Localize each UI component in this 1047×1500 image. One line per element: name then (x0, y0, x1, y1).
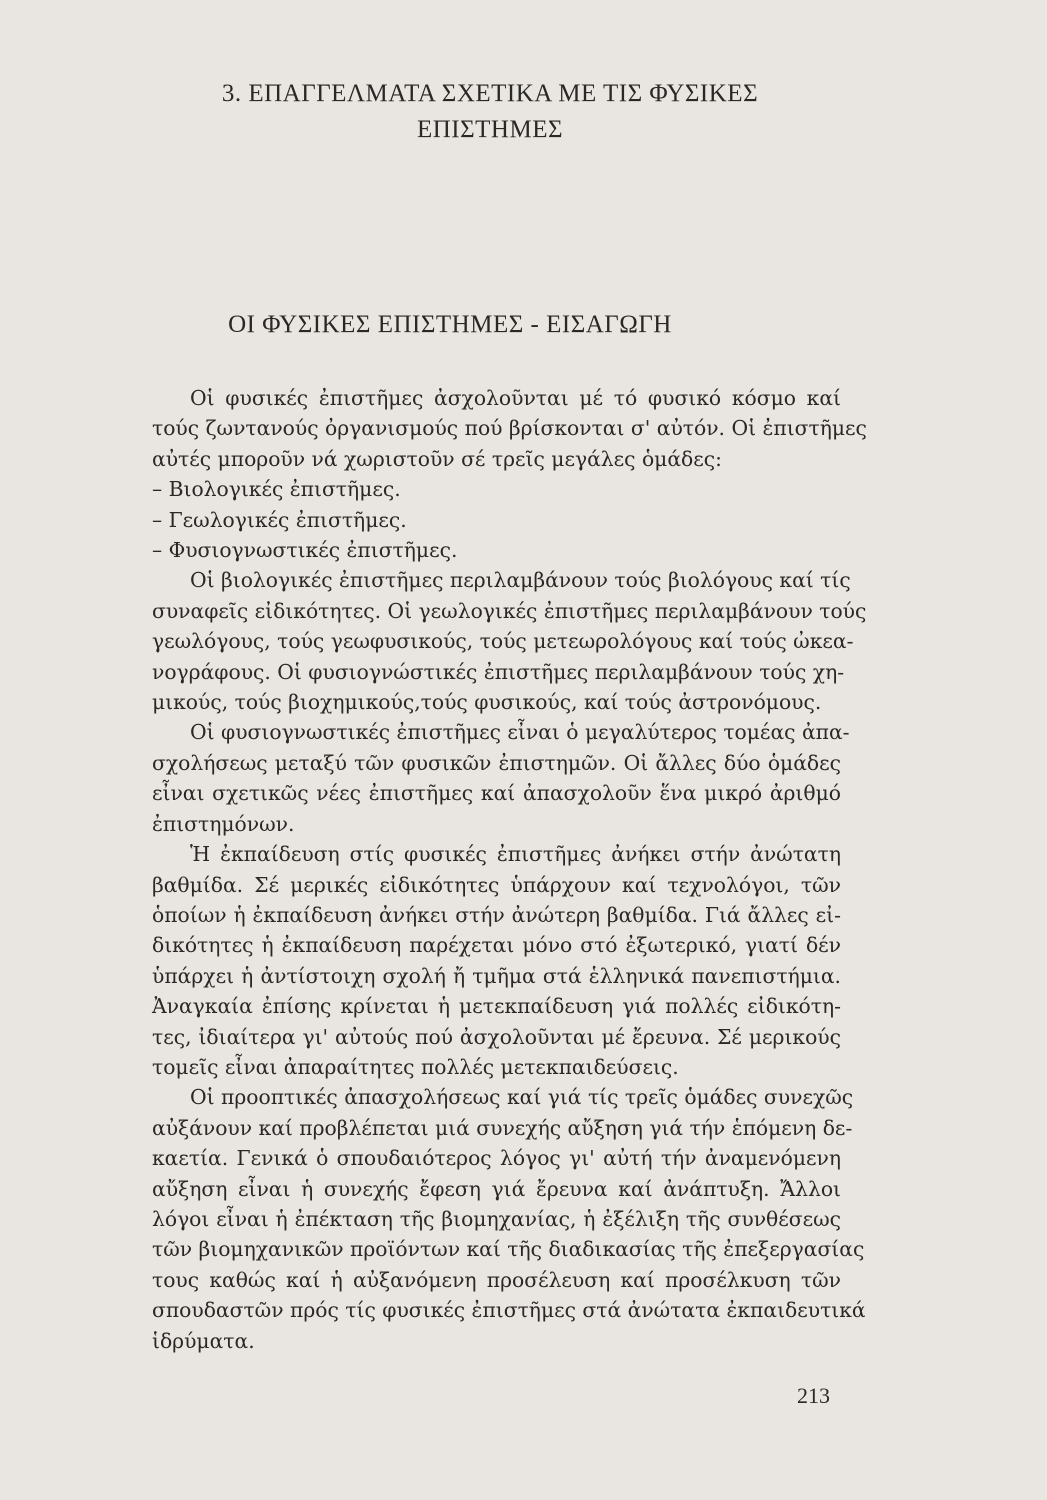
text-line: καετία. Γενικά ὁ σπουδαιότερος λόγος γι' αὐτή τήν ἀναμενόμενη (152, 1146, 841, 1171)
chapter-title-line-1: 3. ΕΠΑΓΓΕΛΜΑΤΑ ΣΧΕΤΙΚΑ ΜΕ ΤΙΣ ΦΥΣΙΚΕΣ (221, 80, 759, 107)
text-line: δικότητες ἡ ἐκπαίδευση παρέχεται μόνο στό ἐξωτερικό, γιατί δέν (152, 933, 841, 958)
text-line: βαθμίδα. Σέ μερικές εἰδικότητες ὑπάρχουν καί τεχνολόγοι, τῶν (152, 872, 841, 897)
text-line: αὐξάνουν καί προβλέπεται μιά συνεχής αὔξηση γιά τήν ἑπόμενη δε- (152, 1115, 853, 1140)
text-line: Οἱ φυσικές ἐπιστῆμες ἀσχολοῦνται μέ τό φυσικό κόσμο καί (190, 386, 841, 410)
text-line: τῶν βιομηχανικῶν προϊόντων καί τῆς διαδικασίας τῆς ἐπεξεργασίας (152, 1237, 865, 1262)
page-number: 213 (797, 1383, 830, 1408)
list-item: – Γεωλογικές ἐπιστῆμες. (152, 507, 407, 532)
body-text (152, 383, 867, 1356)
text-line: Οἱ φυσιογνωστικές ἐπιστῆμες εἶναι ὁ μεγαλύτερος τομέας ἀπα- (190, 720, 850, 745)
list-item: – Βιολογικές ἐπιστῆμες. (152, 477, 401, 502)
text-line: τομεῖς εἶναι ἀπαραίτητες πολλές μετεκπαιδεύσεις. (152, 1054, 679, 1079)
chapter-title-line-2: ΕΠΙΣΤΗΜΕΣ (416, 116, 564, 143)
text-line: μικούς, τούς βιοχημικούς,τούς φυσικούς, καί τούς ἀστρονόμους. (152, 690, 822, 715)
text-line: εἶναι σχετικῶς νέες ἐπιστῆμες καί ἀπασχολοῦν ἕνα μικρό ἀριθμό (152, 781, 841, 806)
text-line: τες, ἰδιαίτερα γι' αὐτούς πού ἀσχολοῦνται μέ ἔρευνα. Σέ μερικούς (152, 1024, 841, 1049)
text-line: τούς ζωντανούς ὀργανισμούς πού βρίσκονται σ' αὐτόν. Οἱ ἐπιστῆμες (152, 416, 867, 441)
chapter-title (100, 76, 880, 148)
text-line: ἱδρύματα. (152, 1328, 255, 1353)
list-item: – Φυσιογνωστικές ἐπιστῆμες. (152, 538, 458, 563)
text-line: λόγοι εἶναι ἡ ἐπέκταση τῆς βιομηχανίας, ἡ ἐξέλιξη τῆς συνθέσεως (152, 1206, 841, 1231)
section-title: ΟΙ ΦΥΣΙΚΕΣ ΕΠΙΣΤΗΜΕΣ - ΕΙΣΑΓΩΓΗ (228, 311, 672, 338)
text-line: Ἡ ἐκπαίδευση στίς φυσικές ἐπιστῆμες ἀνήκει στήν ἀνώτατη (190, 842, 841, 867)
text-line: τους καθώς καί ἡ αὐξανόμενη προσέλευση καί προσέλκυση τῶν (152, 1267, 841, 1292)
text-line: αὐτές μποροῦν νά χωριστοῦν σέ τρεῖς μεγάλες ὁμάδες: (152, 446, 722, 471)
text-line: Οἱ προοπτικές ἀπασχολήσεως καί γιά τίς τρεῖς ὁμάδες συνεχῶς (190, 1085, 854, 1110)
text-line: νογράφους. Οἱ φυσιογνώστικές ἐπιστῆμες περιλαμβάνουν τούς χη- (152, 659, 845, 684)
text-line: γεωλόγους, τούς γεωφυσικούς, τούς μετεωρολόγους καί τούς ὠκεα- (152, 629, 854, 654)
text-line: ἐπιστημόνων. (152, 811, 295, 836)
text-line: Ἀναγκαία ἐπίσης κρίνεται ἡ μετεκπαίδευση γιά πολλές εἰδικότη- (152, 994, 841, 1019)
text-line: ὑπάρχει ἡ ἀντίστοιχη σχολή ἤ τμῆμα στά ἑλληνικά πανεπιστήμια. (152, 963, 841, 988)
text-line: σχολήσεως μεταξύ τῶν φυσικῶν ἐπιστημῶν. Οἱ ἄλλες δύο ὁμάδες (152, 750, 841, 775)
text-line: συναφεῖς εἰδικότητες. Οἱ γεωλογικές ἐπιστῆμες περιλαμβάνουν τούς (152, 598, 867, 623)
text-line: ὁποίων ἡ ἐκπαίδευση ἀνήκει στήν ἀνώτερη βαθμίδα. Γιά ἄλλες εἰ- (152, 902, 841, 927)
text-line: Οἱ βιολογικές ἐπιστῆμες περιλαμβάνουν τούς βιολόγους καί τίς (190, 568, 851, 593)
text-line: αὔξηση εἶναι ἡ συνεχής ἔφεση γιά ἔρευνα καί ἀνάπτυξη. Ἄλλοι (152, 1176, 841, 1201)
text-line: σπουδαστῶν πρός τίς φυσικές ἐπιστῆμες στά ἀνώτατα ἐκπαιδευτικά (152, 1298, 866, 1323)
